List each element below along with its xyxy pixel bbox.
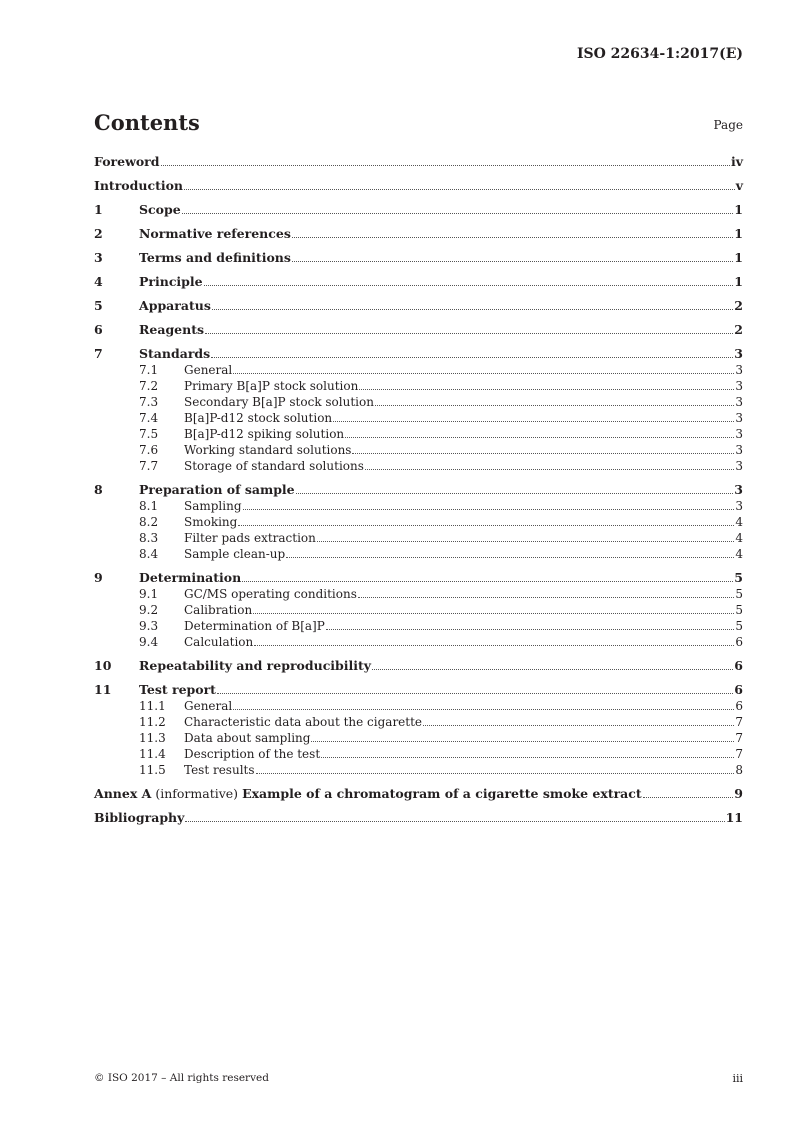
toc-entry-page: 5: [735, 603, 743, 617]
dot-leader: [161, 164, 730, 166]
toc-entry-label: Normative references: [139, 226, 291, 241]
dot-leader: [233, 708, 734, 710]
toc-entry-page: 3: [735, 427, 743, 441]
dot-leader: [182, 212, 734, 214]
toc-subentry[interactable]: [94, 546, 743, 562]
toc-subentry[interactable]: [94, 714, 743, 730]
toc-entry-number: 7.5: [139, 427, 159, 441]
toc-entry-label: Standards: [139, 346, 211, 361]
toc-entry-page: 3: [735, 443, 743, 457]
toc-entry-page: 3: [735, 459, 743, 473]
toc-entry-number: 8.3: [139, 531, 159, 545]
toc-entry-page: 5: [734, 570, 743, 585]
dot-leader: [211, 356, 733, 358]
toc-entry-number: 6: [94, 322, 103, 337]
toc-entry-number: 11.5: [139, 763, 166, 777]
toc-entry-number: 11.4: [139, 747, 166, 761]
toc-entry-label: B[a]P-d12 stock solution: [184, 411, 333, 425]
toc-entry-number: 8: [94, 482, 103, 497]
dot-leader: [292, 260, 733, 262]
toc-entry-label: Apparatus: [139, 298, 211, 313]
toc-entry-page: 3: [735, 363, 743, 377]
page-footer: [94, 1072, 743, 1086]
toc-entry-page: 7: [735, 747, 743, 761]
dot-leader: [321, 756, 734, 758]
toc-subentry[interactable]: [94, 762, 743, 778]
toc-entry[interactable]: [94, 570, 743, 586]
dot-leader: [365, 468, 734, 470]
toc-entry-page: 6: [735, 699, 743, 713]
toc-entry-page: 2: [734, 298, 743, 313]
toc-entry-label: Storage of standard solutions: [184, 459, 364, 473]
toc-subentry[interactable]: [94, 602, 743, 618]
copyright-notice: © ISO 2017 – All rights reserved: [94, 1072, 269, 1084]
dot-leader: [256, 772, 735, 774]
toc-subentry[interactable]: [94, 530, 743, 546]
toc-entry-label: Scope: [139, 202, 181, 217]
toc-entry[interactable]: [94, 250, 743, 266]
toc-entry-label: Introduction: [94, 178, 184, 193]
toc-entry-number: 9.4: [139, 635, 159, 649]
dot-leader: [212, 308, 733, 310]
toc-entry-number: 7.4: [139, 411, 159, 425]
toc-entry-page: 7: [735, 731, 743, 745]
dot-leader: [238, 524, 734, 526]
toc-entry-page: 1: [734, 250, 743, 265]
toc-entry-page: 6: [734, 658, 743, 673]
dot-leader: [242, 580, 733, 582]
toc-entry-page: 3: [735, 499, 743, 513]
toc-entry-label: Smoking: [184, 515, 238, 529]
toc-subentry[interactable]: [94, 442, 743, 458]
toc-entry[interactable]: [94, 154, 743, 170]
toc-entry-number: 9.3: [139, 619, 159, 633]
toc-subentry[interactable]: [94, 394, 743, 410]
toc-entry-label: Determination of B[a]P: [184, 619, 325, 633]
toc-entry[interactable]: [94, 658, 743, 674]
dot-leader: [352, 452, 734, 454]
toc-entry-label: Secondary B[a]P stock solution: [184, 395, 374, 409]
table-of-contents: [94, 154, 743, 826]
toc-entry-label: Repeatability and reproducibility: [139, 658, 372, 673]
toc-entry-page: 5: [735, 587, 743, 601]
toc-entry-label: General: [184, 699, 233, 713]
toc-entry[interactable]: [94, 298, 743, 314]
contents-heading: [94, 110, 743, 140]
toc-entry-number: 11.3: [139, 731, 166, 745]
toc-entry-number: 8.2: [139, 515, 159, 529]
toc-entry-page: 4: [735, 515, 743, 529]
toc-subentry[interactable]: [94, 498, 743, 514]
dot-leader: [359, 388, 734, 390]
toc-entry-label: Filter pads extraction: [184, 531, 316, 545]
dot-leader: [205, 332, 733, 334]
toc-entry-page: 3: [734, 346, 743, 361]
toc-subentry[interactable]: [94, 514, 743, 530]
toc-entry-label: GC/MS operating conditions: [184, 587, 357, 601]
toc-entry-number: 10: [94, 658, 112, 673]
toc-entry-number: 8.4: [139, 547, 159, 561]
toc-entry-number: 9.2: [139, 603, 159, 617]
toc-entry-number: 8.1: [139, 499, 159, 513]
toc-entry-page: 5: [735, 619, 743, 633]
toc-subentry[interactable]: [94, 426, 743, 442]
dot-leader: [326, 628, 735, 630]
toc-subentry[interactable]: [94, 586, 743, 602]
toc-entry-page: iv: [730, 154, 743, 169]
toc-subentry[interactable]: [94, 746, 743, 762]
dot-leader: [311, 740, 734, 742]
toc-entry-page: 6: [735, 635, 743, 649]
toc-entry[interactable]: [94, 226, 743, 242]
toc-entry-page: 9: [734, 786, 743, 801]
toc-entry-number: 11: [94, 682, 112, 697]
page-column-label: Page: [713, 118, 743, 132]
toc-entry[interactable]: [94, 682, 743, 698]
dot-leader: [254, 644, 734, 646]
toc-entry-page: 3: [735, 379, 743, 393]
toc-entry-label: Test results: [184, 763, 255, 777]
dot-leader: [233, 372, 734, 374]
toc-entry-label: Primary B[a]P stock solution: [184, 379, 359, 393]
toc-entry[interactable]: [94, 274, 743, 290]
toc-entry-page: v: [735, 178, 743, 193]
toc-entry-label: Calculation: [184, 635, 254, 649]
toc-entry-label: Sample clean-up: [184, 547, 286, 561]
toc-subentry[interactable]: [94, 458, 743, 474]
dot-leader: [423, 724, 734, 726]
toc-entry[interactable]: [94, 178, 743, 194]
toc-entry-label: Sampling: [184, 499, 242, 513]
toc-entry-number: 7: [94, 346, 103, 361]
toc-subentry[interactable]: [94, 618, 743, 634]
toc-entry-number: 7.7: [139, 459, 159, 473]
toc-entry-label: Principle: [139, 274, 203, 289]
dot-leader: [292, 236, 733, 238]
toc-subentry[interactable]: [94, 410, 743, 426]
dot-leader: [243, 508, 735, 510]
toc-entry-number: 7.3: [139, 395, 159, 409]
toc-entry-page: 6: [734, 682, 743, 697]
dot-leader: [372, 668, 733, 670]
toc-entry[interactable]: [94, 810, 743, 826]
toc-entry-label: Determination: [139, 570, 242, 585]
dot-leader: [286, 556, 734, 558]
toc-entry-label: Foreword: [94, 154, 160, 169]
toc-entry-number: 5: [94, 298, 103, 313]
toc-entry-page: 11: [725, 810, 743, 825]
dot-leader: [204, 284, 734, 286]
toc-entry-page: 7: [735, 715, 743, 729]
toc-entry[interactable]: [94, 346, 743, 362]
toc-entry-label: Data about sampling: [184, 731, 311, 745]
toc-entry-label: Terms and definitions: [139, 250, 291, 265]
toc-entry-number: 11.2: [139, 715, 166, 729]
toc-entry-label: Description of the test: [184, 747, 321, 761]
toc-entry-number: 4: [94, 274, 103, 289]
dot-leader: [253, 612, 734, 614]
toc-entry-number: 9.1: [139, 587, 159, 601]
toc-entry-page: 2: [734, 322, 743, 337]
page-number: iii: [732, 1072, 743, 1085]
toc-entry-page: 1: [734, 226, 743, 241]
toc-subentry[interactable]: [94, 698, 743, 714]
dot-leader: [345, 436, 734, 438]
toc-subentry[interactable]: [94, 634, 743, 650]
toc-entry-label: Example of a chromatogram of a cigarette smoke extract: [242, 786, 642, 801]
document-id: ISO 22634-1:2017(E): [576, 46, 743, 62]
toc-entry-number: 2: [94, 226, 103, 241]
dot-leader: [317, 540, 734, 542]
toc-entry-label: B[a]P-d12 spiking solution: [184, 427, 345, 441]
toc-entry-page: 3: [735, 411, 743, 425]
toc-entry-page: 3: [734, 482, 743, 497]
toc-entry-label: Test report: [139, 682, 216, 697]
contents-title: Contents: [94, 110, 200, 135]
toc-entry-page: 4: [735, 531, 743, 545]
dot-leader: [217, 692, 733, 694]
annex-number: Annex A: [94, 786, 152, 801]
toc-entry[interactable]: [94, 786, 743, 802]
toc-entry-page: 3: [735, 395, 743, 409]
dot-leader: [643, 796, 734, 798]
toc-entry-label: Reagents: [139, 322, 205, 337]
toc-subentry[interactable]: [94, 378, 743, 394]
toc-entry-number: 7.1: [139, 363, 159, 377]
toc-entry-number: 11.1: [139, 699, 166, 713]
dot-leader: [333, 420, 734, 422]
toc-entry[interactable]: [94, 322, 743, 338]
toc-entry[interactable]: [94, 482, 743, 498]
toc-subentry[interactable]: [94, 730, 743, 746]
toc-entry-label: Working standard solutions: [184, 443, 352, 457]
toc-entry-number: 1: [94, 202, 103, 217]
toc-entry[interactable]: [94, 202, 743, 218]
toc-entry-page: 1: [734, 202, 743, 217]
toc-entry-label: General: [184, 363, 233, 377]
annex-type-note: (informative): [155, 786, 239, 801]
dot-leader: [184, 188, 735, 190]
toc-entry-label: Characteristic data about the cigarette: [184, 715, 423, 729]
dot-leader: [375, 404, 734, 406]
toc-entry-label: Bibliography: [94, 810, 185, 825]
dot-leader: [358, 596, 734, 598]
toc-entry-number: 7.6: [139, 443, 159, 457]
toc-entry-label: Preparation of sample: [139, 482, 295, 497]
toc-entry-number: 9: [94, 570, 103, 585]
toc-entry-number: 3: [94, 250, 103, 265]
toc-entry-number: 7.2: [139, 379, 159, 393]
toc-entry-label: Calibration: [184, 603, 253, 617]
dot-leader: [185, 820, 724, 822]
toc-entry-page: 8: [735, 763, 743, 777]
toc-subentry[interactable]: [94, 362, 743, 378]
toc-entry-page: 1: [734, 274, 743, 289]
dot-leader: [296, 492, 734, 494]
toc-entry-page: 4: [735, 547, 743, 561]
